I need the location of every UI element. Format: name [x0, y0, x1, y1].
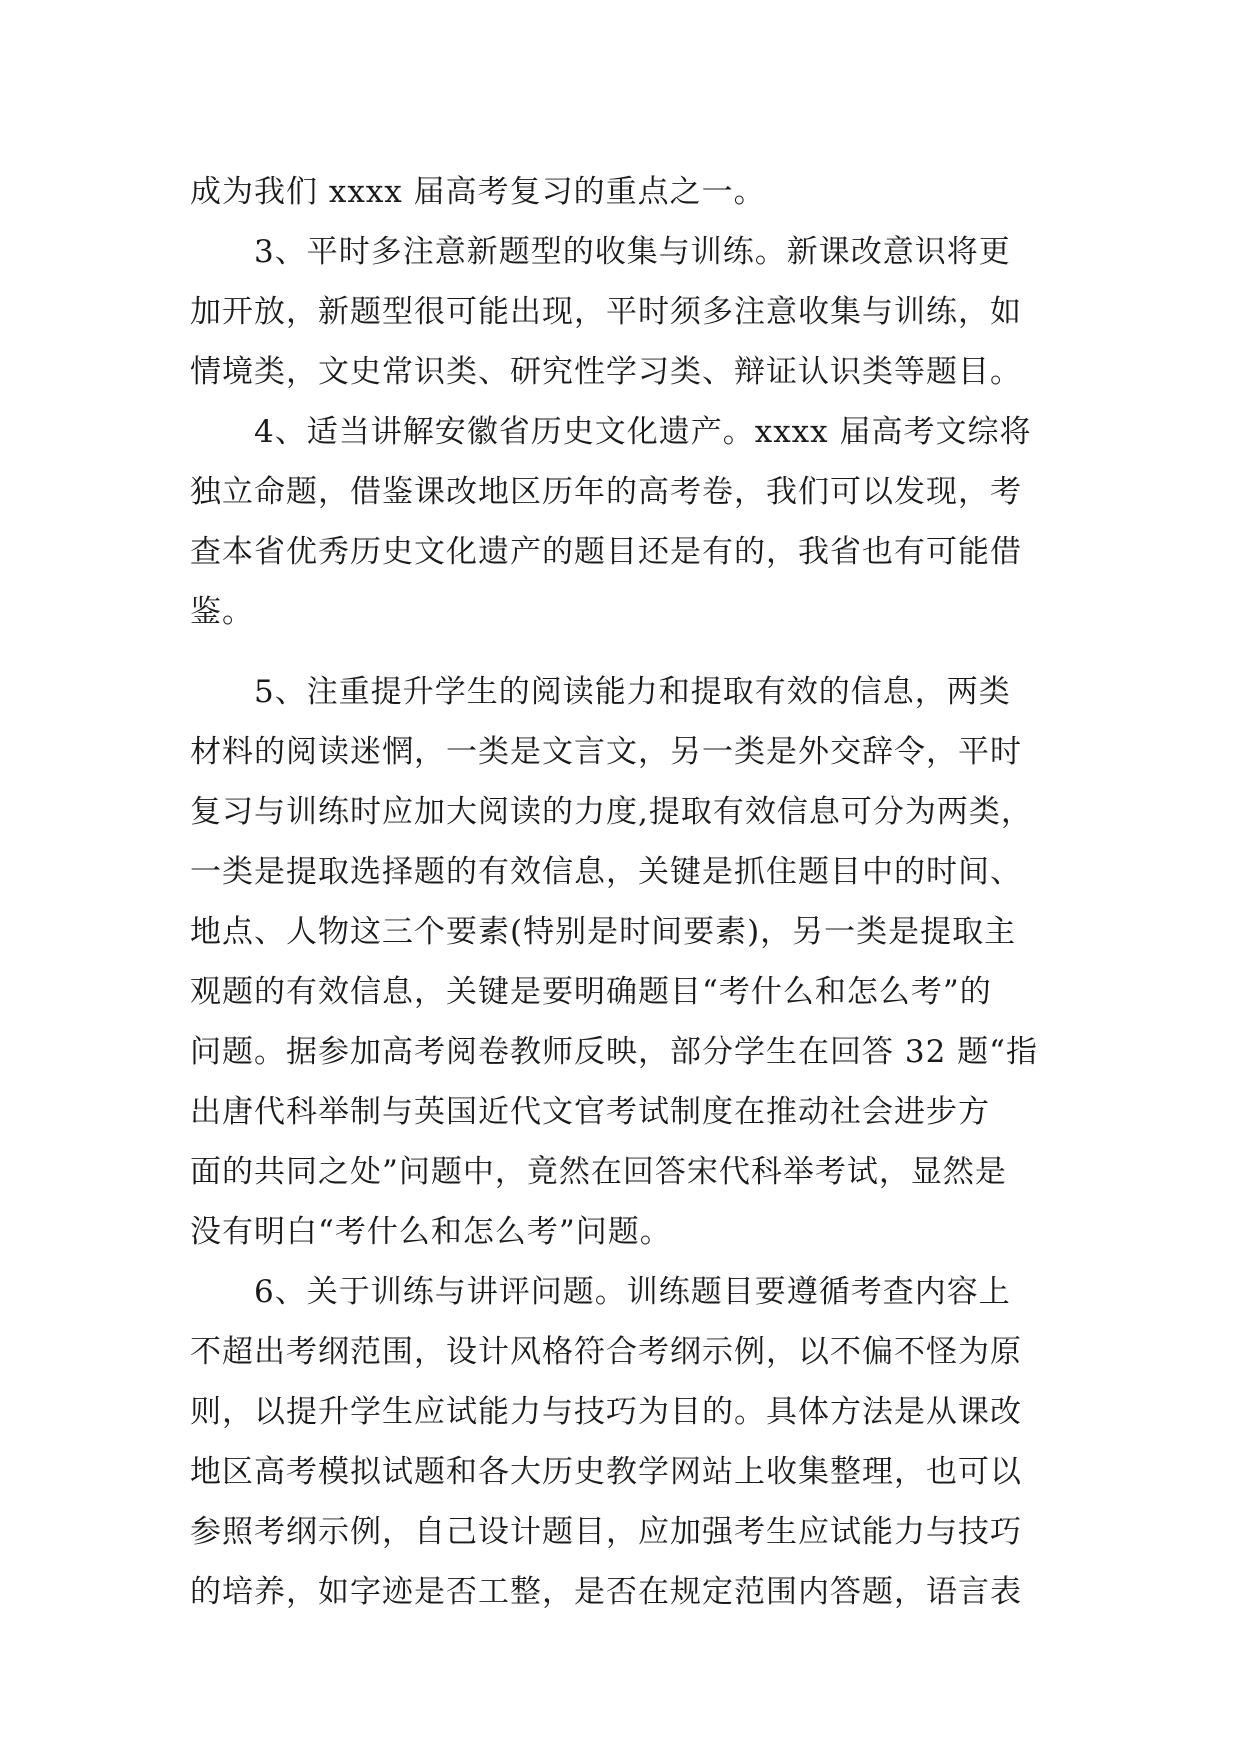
text-line: 参照考纲示例，自己设计题目，应加强考生应试能力与技巧	[190, 1514, 1022, 1550]
text-line: 出唐代科举制与英国近代文官考试制度在推动社会进步方	[190, 1094, 990, 1130]
document-body	[190, 162, 1052, 1622]
text-line: 不超出考纲范围，设计风格符合考纲示例，以不偏不怪为原	[190, 1334, 1022, 1370]
text-line: 复习与训练时应加大阅读的力度,提取有效信息可分为两类，	[190, 794, 1033, 830]
paragraph-3-start: 3、平时多注意新题型的收集与训练。新课改意识将更	[254, 234, 1011, 270]
text-line: 地区高考模拟试题和各大历史教学网站上收集整理，也可以	[190, 1454, 1022, 1490]
text-line: 情境类，文史常识类、研究性学习类、辩证认识类等题目。	[190, 354, 1022, 390]
paragraph-5-start: 5、注重提升学生的阅读能力和提取有效的信息，两类	[254, 674, 1011, 710]
text-line: 没有明白“考什么和怎么考”问题。	[190, 1214, 672, 1250]
paragraph-6-start: 6、关于训练与讲评问题。训练题目要遵循考查内容上	[254, 1274, 1011, 1310]
text-line: 问题。据参加高考阅卷教师反映，部分学生在回答 32 题“指	[190, 1034, 1038, 1070]
text-line: 则，以提升学生应试能力与技巧为目的。具体方法是从课改	[190, 1394, 1022, 1430]
text-line: 地点、人物这三个要素(特别是时间要素)，另一类是提取主	[190, 914, 1017, 950]
text-line: 独立命题，借鉴课改地区历年的高考卷，我们可以发现，考	[190, 474, 1022, 510]
text-line: 鉴。	[190, 594, 254, 630]
text-line: 加开放，新题型很可能出现，平时须多注意收集与训练，如	[190, 294, 1022, 330]
text-line: 材料的阅读迷惘，一类是文言文，另一类是外交辞令，平时	[190, 734, 1022, 770]
paragraph-4-start: 4、适当讲解安徽省历史文化遗产。xxxx 届高考文综将	[254, 414, 1032, 450]
text-line: 的培养，如字迹是否工整，是否在规定范围内答题，语言表	[190, 1574, 1022, 1610]
text-line: 查本省优秀历史文化遗产的题目还是有的，我省也有可能借	[190, 534, 1022, 570]
text-line: 成为我们 xxxx 届高考复习的重点之一。	[190, 174, 766, 210]
paragraph-spacer	[190, 642, 1052, 662]
text-line: 观题的有效信息，关键是要明确题目“考什么和怎么考”的	[190, 974, 992, 1010]
text-line: 面的共同之处”问题中，竟然在回答宋代科举考试，显然是	[190, 1154, 1007, 1190]
text-line: 一类是提取选择题的有效信息，关键是抓住题目中的时间、	[190, 854, 1022, 890]
